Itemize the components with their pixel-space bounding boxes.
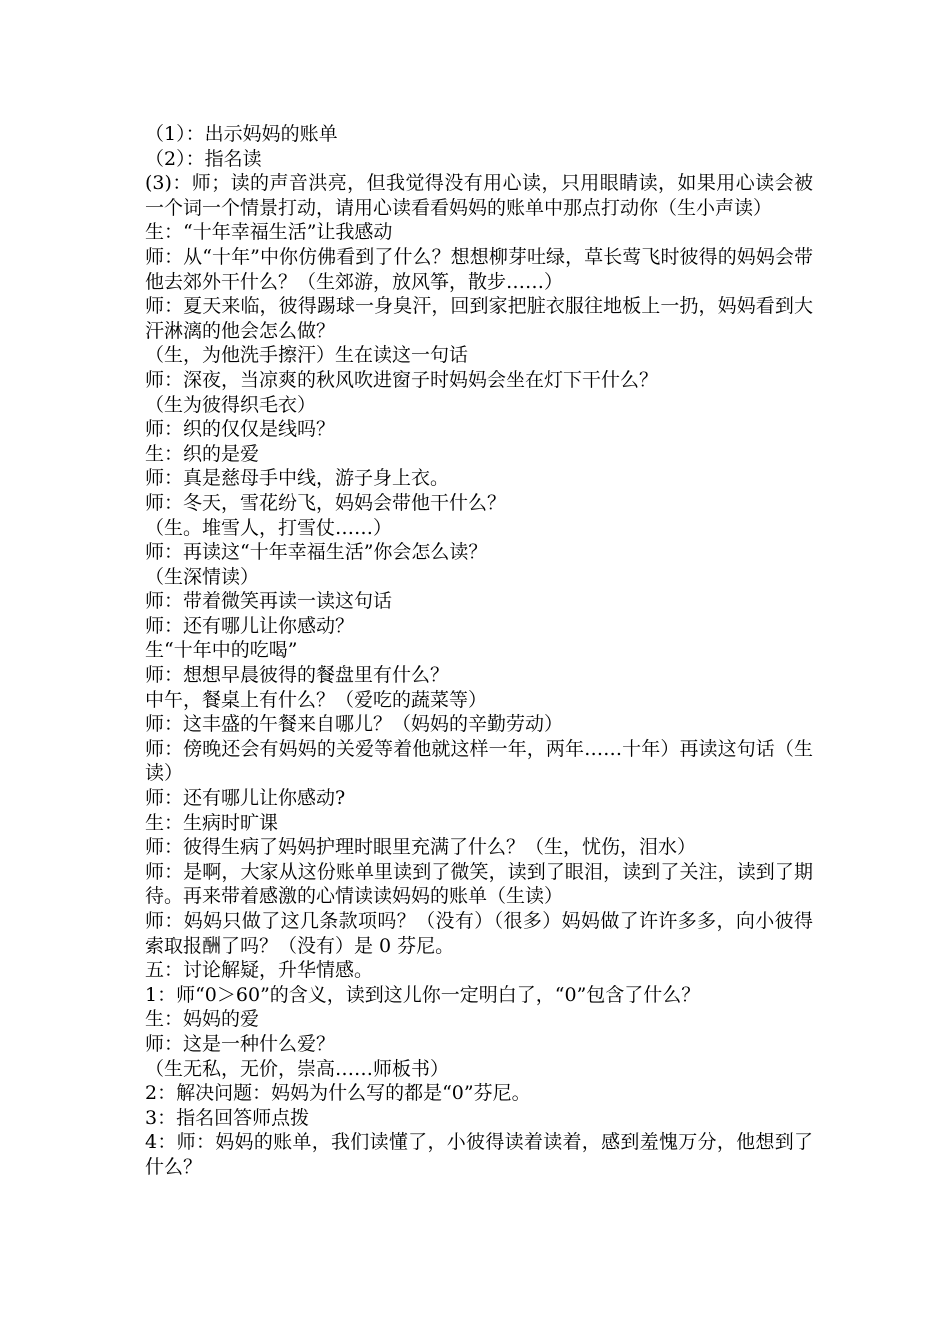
text-line: 师：再读这“十年幸福生活”你会怎么读？: [145, 541, 488, 564]
section-heading: 五：讨论解疑，升华情感。: [145, 959, 374, 982]
text-line: 师：从“十年”中你仿佛看到了什么？想想柳芽吐绿，草长莺飞时彼得的妈妈会带他去郊外干什么？（生郊游，放风筝，散步……）: [145, 245, 813, 293]
text-line: 师：深夜，当凉爽的秋风吹进窗子时妈妈会坐在灯下干什么？: [145, 368, 659, 391]
text-line: （生，为他洗手擦汗）生在读这一句话: [145, 344, 469, 367]
text-line: 师：是啊，大家从这份账单里读到了微笑，读到了眼泪，读到了关注，读到了期待。再来带着感激的心情读读妈妈的账单（生读）: [145, 860, 813, 908]
text-line: 生：织的是爱: [145, 442, 260, 465]
text-line: 师：还有哪儿让你感动？: [145, 614, 355, 637]
text-line: 师：这丰盛的午餐来自哪儿？（妈妈的辛勤劳动）: [145, 713, 564, 736]
text-line: 3：指名回答师点拨: [145, 1106, 310, 1129]
text-line: 生“十年中的吃喝”: [145, 639, 298, 662]
text-line: 2：解决问题：妈妈为什么写的都是“0”芬尼。: [145, 1082, 531, 1105]
text-line: 师：织的仅仅是线吗？: [145, 418, 336, 441]
text-line: 1：师“0＞60”的含义，读到这儿你一定明白了，“0”包含了什么？: [145, 983, 701, 1006]
text-line: 4：师：妈妈的账单，我们读懂了，小彼得读着读着，感到羞愧万分，他想到了什么？: [145, 1131, 813, 1178]
text-line: （2）：指名读: [145, 147, 262, 170]
text-line: （生为彼得织毛衣）: [145, 393, 317, 416]
text-line: 师：冬天，雪花纷飞，妈妈会带他干什么？: [145, 491, 507, 514]
text-line: 中午，餐桌上有什么？（爱吃的蔬菜等）: [145, 688, 488, 711]
text-line: 师：傍晚还会有妈妈的关爱等着他就这样一年，两年……十年）再读这句话（生读）: [145, 737, 813, 785]
text-line: 师：夏天来临，彼得踢球一身臭汗，回到家把脏衣服往地板上一扔，妈妈看到大汗淋漓的他会怎么做？: [145, 295, 813, 342]
text-line: （1）：出示妈妈的账单: [145, 123, 338, 145]
text-line: 生：生病时旷课: [145, 811, 279, 834]
text-line: （生深情读）: [145, 565, 260, 588]
text-line: 师：妈妈只做了这几条款项吗？（没有）（很多）妈妈做了许许多多，向小彼得索取报酬了吗？（没有）是 0 芬尼。: [145, 910, 813, 957]
text-line: 师：真是慈母手中线，游子身上衣。: [145, 467, 450, 490]
text-line: 生：妈妈的爱: [145, 1008, 260, 1031]
text-line: （生无私，无价，崇高……师板书）: [145, 1057, 450, 1080]
text-line: 师：彼得生病了妈妈护理时眼里充满了什么？（生，忧伤，泪水）: [145, 836, 697, 859]
text-line: 师：想想早晨彼得的餐盘里有什么？: [145, 664, 450, 687]
text-line: （生。堆雪人，打雪仗……）: [145, 516, 393, 539]
text-line: (3)：师；读的声音洪亮，但我觉得没有用心读，只用眼睛读，如果用心读会被一个词一个情景打动，请用心读看看妈妈的账单中那点打动你（生小声读）: [145, 172, 813, 219]
text-line: 师：还有哪儿让你感动?: [145, 787, 346, 810]
text-line: 师：这是一种什么爱？: [145, 1032, 336, 1055]
text-line: 师：带着微笑再读一读这句话: [145, 590, 393, 613]
text-line: 生：“十年幸福生活”让我感动: [145, 221, 393, 244]
document-body: [145, 122, 813, 1180]
